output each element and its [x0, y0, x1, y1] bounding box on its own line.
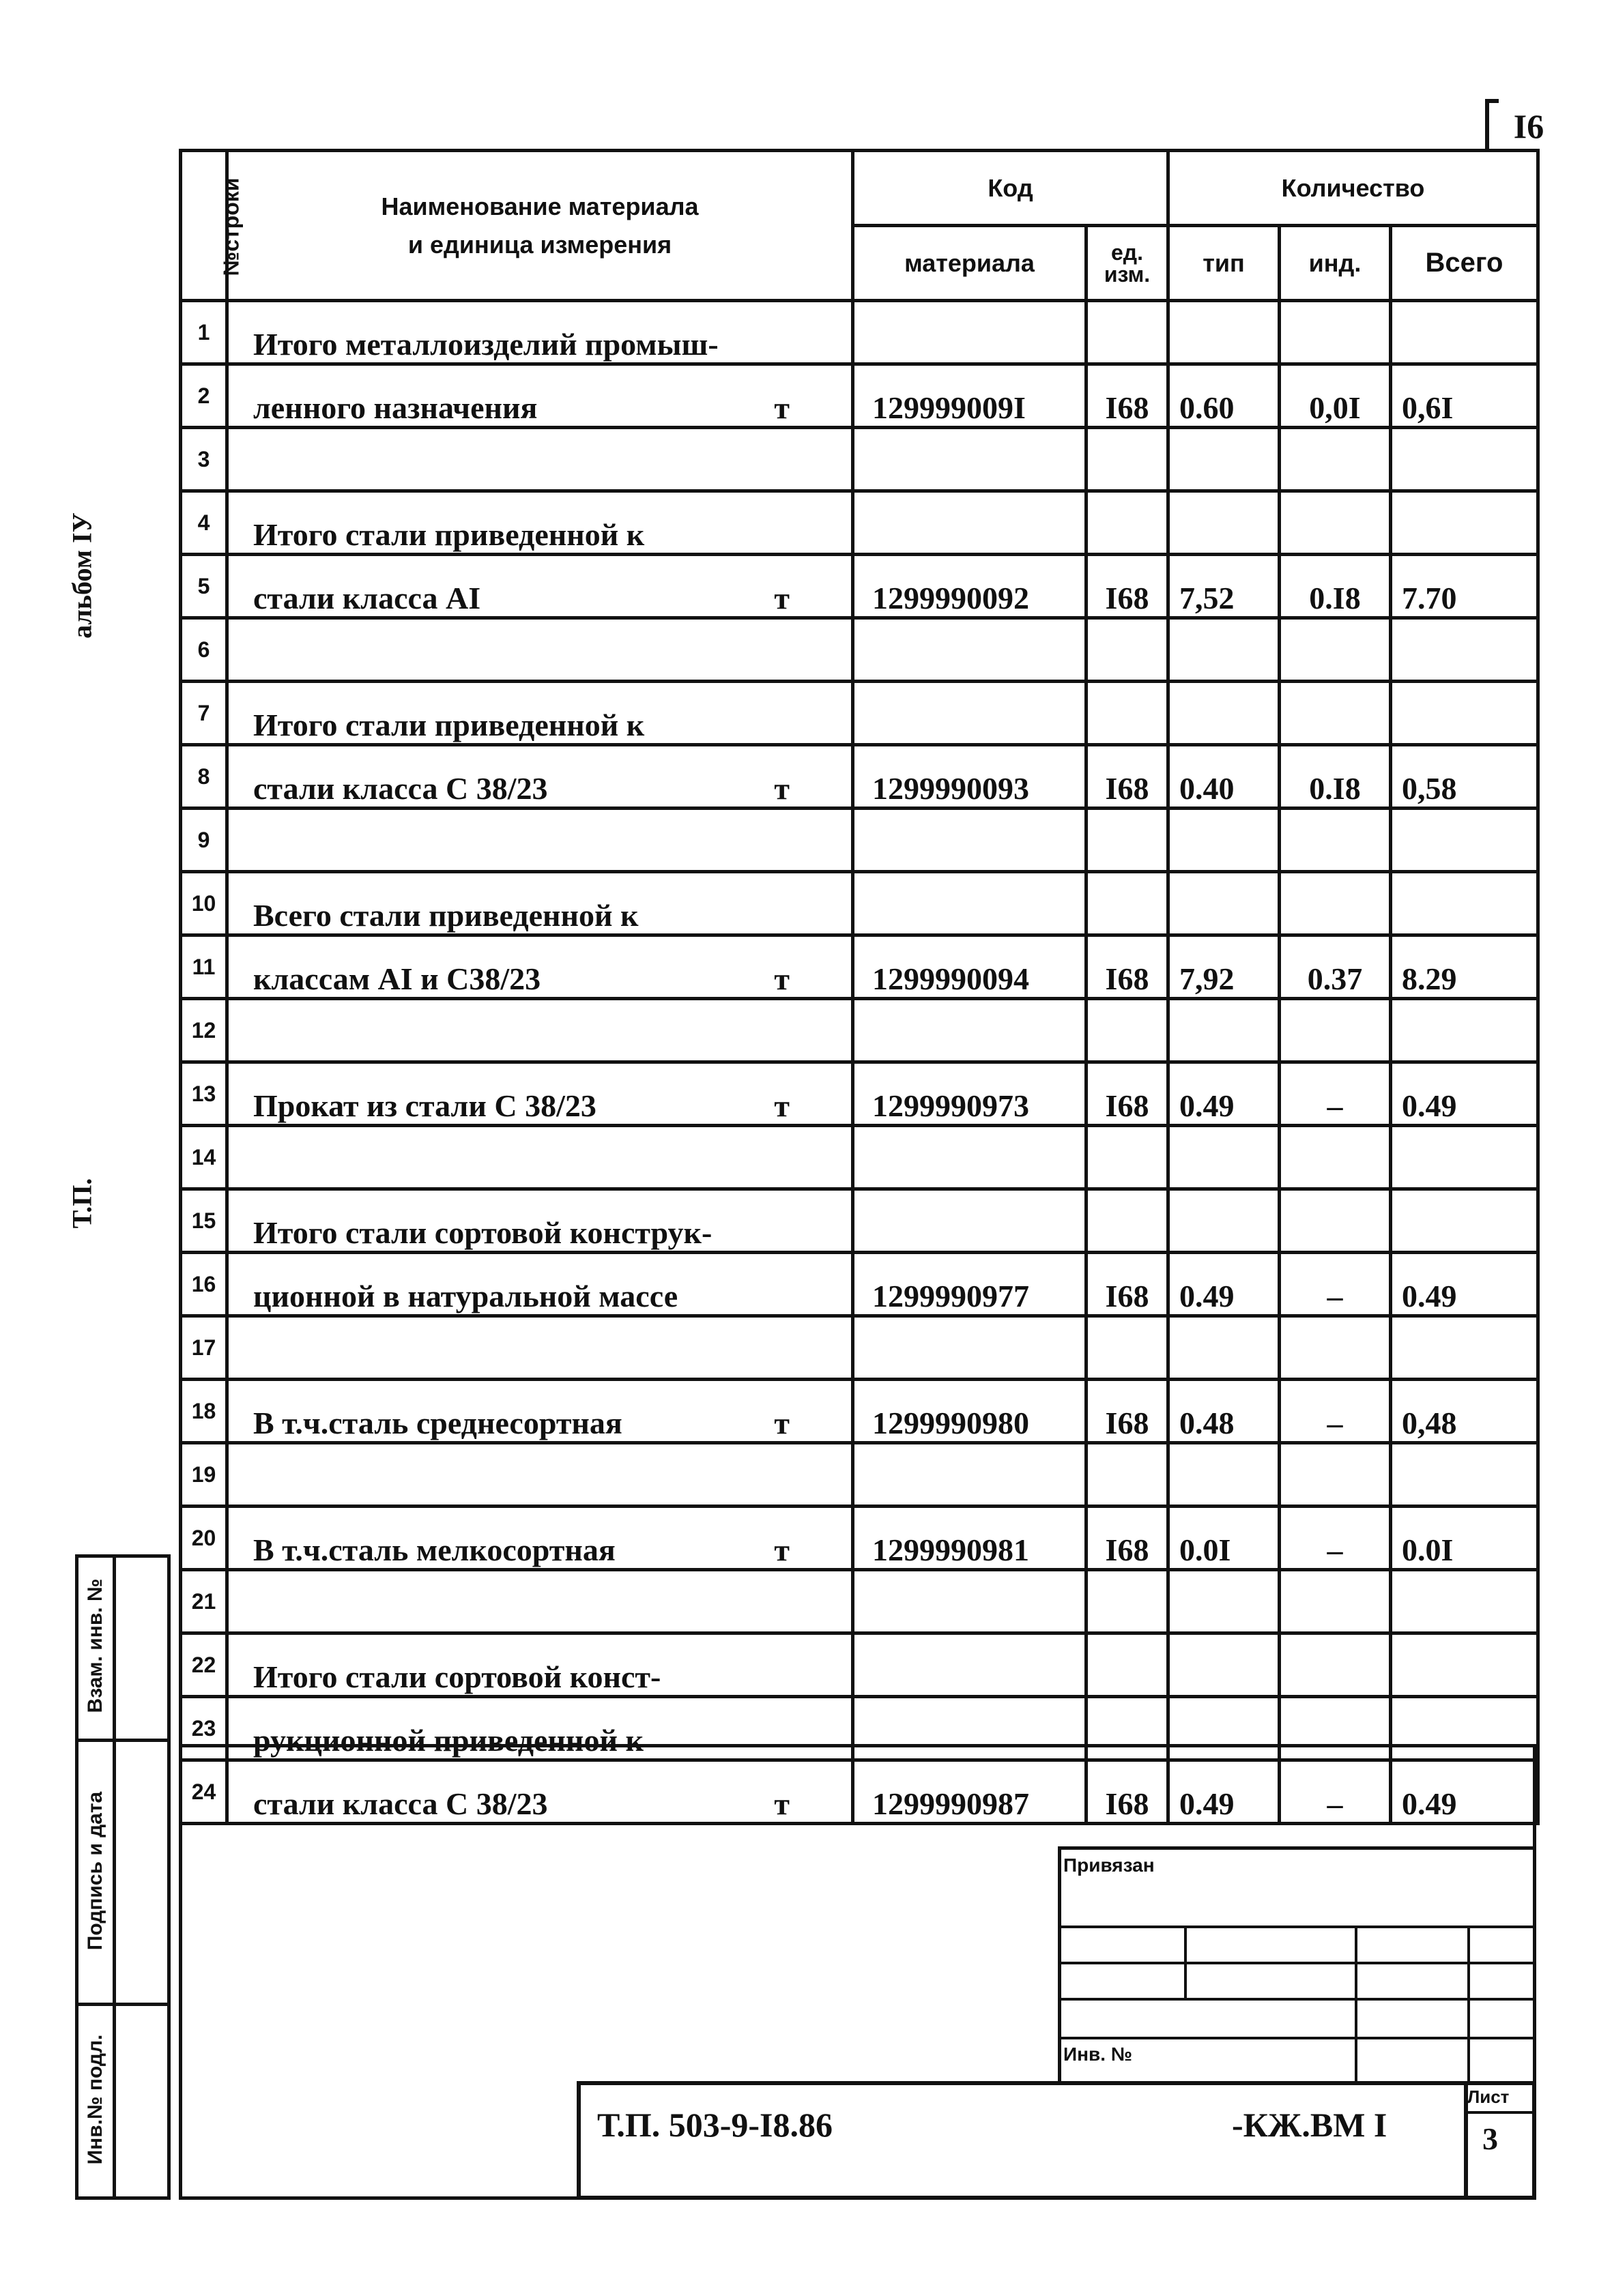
row-quantity-total	[1391, 491, 1538, 555]
row-material-code: 1299990987	[853, 1760, 1086, 1824]
table-row	[181, 1316, 1538, 1380]
header-material-name: Наименование материала и единица измерения	[227, 151, 853, 301]
row-quantity-total	[1391, 301, 1538, 364]
table-row	[181, 491, 1538, 555]
row-number: 5	[181, 555, 227, 618]
row-quantity-individual: –	[1280, 1380, 1391, 1443]
row-quantity-type	[1168, 1633, 1280, 1697]
row-unit-code	[1086, 1126, 1168, 1189]
row-number: 8	[181, 745, 227, 809]
row-quantity-total	[1391, 428, 1538, 491]
row-material-name	[227, 745, 853, 809]
materials-table	[179, 149, 1540, 1825]
row-quantity-type	[1168, 618, 1280, 682]
row-unit-code: I68	[1086, 1760, 1168, 1824]
row-quantity-total	[1391, 1189, 1538, 1253]
row-number: 21	[181, 1570, 227, 1633]
row-material-code: 1299990981	[853, 1507, 1086, 1570]
row-quantity-total: 0.49	[1391, 1253, 1538, 1316]
table-row	[181, 809, 1538, 872]
row-material-name-text: Итого стали приведенной к	[253, 708, 645, 742]
table-row	[181, 1443, 1538, 1507]
row-unit-code	[1086, 1570, 1168, 1633]
row-material-name-text: рукционной приведенной к	[253, 1723, 644, 1758]
table-row	[181, 1380, 1538, 1443]
row-unit-text: т	[774, 1088, 790, 1123]
row-material-code	[853, 1189, 1086, 1253]
row-quantity-total	[1391, 872, 1538, 935]
row-quantity-individual	[1280, 428, 1391, 491]
table-row	[181, 1633, 1538, 1697]
table-row	[181, 682, 1538, 745]
row-quantity-individual	[1280, 1189, 1391, 1253]
left-strip-divider	[113, 1554, 116, 2200]
row-quantity-total	[1391, 1570, 1538, 1633]
row-quantity-individual	[1280, 872, 1391, 935]
row-quantity-individual: –	[1280, 1253, 1391, 1316]
row-material-name	[227, 1570, 853, 1633]
table-row	[181, 1253, 1538, 1316]
row-quantity-individual	[1280, 999, 1391, 1062]
materials-table-body	[181, 301, 1538, 1824]
row-quantity-individual: 0.I8	[1280, 555, 1391, 618]
header-quantity-individual: инд.	[1280, 226, 1391, 301]
privyazan-row-line-4	[1058, 2037, 1536, 2039]
row-unit-code: I68	[1086, 364, 1168, 428]
row-quantity-type: 7,92	[1168, 935, 1280, 999]
row-material-code	[853, 1570, 1086, 1633]
header-code: Код	[853, 151, 1168, 226]
left-strip-vzam-label: Взам. инв. №	[84, 1578, 106, 1713]
row-unit-code: I68	[1086, 935, 1168, 999]
row-material-name-text: Прокат из стали С 38/23	[253, 1088, 596, 1123]
row-number: 3	[181, 428, 227, 491]
table-row	[181, 999, 1538, 1062]
row-unit-text: т	[774, 771, 790, 806]
row-material-code: 129999009I	[853, 364, 1086, 428]
table-row	[181, 1570, 1538, 1633]
row-quantity-total	[1391, 1633, 1538, 1697]
row-material-name	[227, 301, 853, 364]
left-strip-podpis-label: Подпись и дата	[84, 1791, 106, 1951]
document-code-suffix: -КЖ.ВМ I	[1232, 2106, 1387, 2144]
row-quantity-individual: 0,0I	[1280, 364, 1391, 428]
row-unit-code	[1086, 428, 1168, 491]
row-quantity-total: 0,58	[1391, 745, 1538, 809]
row-material-name-text: стали класса С 38/23	[253, 1786, 548, 1821]
row-quantity-type	[1168, 809, 1280, 872]
row-quantity-total: 0,6I	[1391, 364, 1538, 428]
row-material-name	[227, 809, 853, 872]
row-quantity-individual	[1280, 301, 1391, 364]
table-row	[181, 618, 1538, 682]
sheet-number: 3	[1482, 2121, 1498, 2156]
row-quantity-type	[1168, 1126, 1280, 1189]
row-material-name-text: Итого стали приведенной к	[253, 517, 645, 552]
row-unit-code	[1086, 491, 1168, 555]
row-quantity-total	[1391, 1443, 1538, 1507]
row-quantity-individual: 0.37	[1280, 935, 1391, 999]
row-material-name	[227, 491, 853, 555]
row-material-name-text: В т.ч.сталь среднесортная	[253, 1406, 622, 1440]
row-material-name-text: ленного назначения	[253, 390, 538, 425]
row-material-name	[227, 1189, 853, 1253]
row-unit-code	[1086, 301, 1168, 364]
row-number: 18	[181, 1380, 227, 1443]
row-material-code	[853, 301, 1086, 364]
table-row	[181, 1126, 1538, 1189]
header-code-unit: ед. изм.	[1086, 226, 1168, 301]
row-material-name	[227, 1316, 853, 1380]
page-number: I6	[1513, 107, 1544, 145]
row-quantity-type	[1168, 682, 1280, 745]
row-unit-code: I68	[1086, 1380, 1168, 1443]
row-material-name	[227, 555, 853, 618]
row-material-code: 1299990980	[853, 1380, 1086, 1443]
row-material-name-text: В т.ч.сталь мелкосортная	[253, 1532, 616, 1567]
row-quantity-individual	[1280, 809, 1391, 872]
row-quantity-individual: 0.I8	[1280, 745, 1391, 809]
row-unit-code	[1086, 618, 1168, 682]
row-material-name-text: Итого стали сортовой конст-	[253, 1659, 661, 1694]
row-material-name	[227, 1126, 853, 1189]
row-quantity-type	[1168, 1570, 1280, 1633]
row-quantity-type: 0.60	[1168, 364, 1280, 428]
row-quantity-total	[1391, 682, 1538, 745]
row-quantity-type: 0.49	[1168, 1760, 1280, 1824]
row-unit-code: I68	[1086, 555, 1168, 618]
row-number: 24	[181, 1760, 227, 1824]
row-number: 6	[181, 618, 227, 682]
row-unit-code: I68	[1086, 745, 1168, 809]
row-material-code	[853, 1316, 1086, 1380]
row-number: 9	[181, 809, 227, 872]
row-material-name	[227, 364, 853, 428]
side-label-album: альбом IУ	[66, 512, 98, 639]
row-material-code: 1299990092	[853, 555, 1086, 618]
row-material-code	[853, 428, 1086, 491]
table-row	[181, 301, 1538, 364]
row-number: 11	[181, 935, 227, 999]
row-unit-code: I68	[1086, 1253, 1168, 1316]
row-quantity-type	[1168, 1189, 1280, 1253]
row-material-name-text: Итого стали сортовой конструк-	[253, 1215, 713, 1250]
row-number: 14	[181, 1126, 227, 1189]
row-quantity-total: 0.0I	[1391, 1507, 1538, 1570]
row-number: 7	[181, 682, 227, 745]
row-quantity-total	[1391, 1126, 1538, 1189]
header-quantity-total: Всего	[1391, 226, 1538, 301]
row-number: 17	[181, 1316, 227, 1380]
row-material-code	[853, 1633, 1086, 1697]
row-quantity-total: 0.49	[1391, 1062, 1538, 1126]
row-material-name	[227, 1253, 853, 1316]
table-row	[181, 1189, 1538, 1253]
table-row	[181, 872, 1538, 935]
row-quantity-type	[1168, 301, 1280, 364]
row-unit-code: I68	[1086, 1507, 1168, 1570]
row-material-name	[227, 1633, 853, 1697]
row-number: 10	[181, 872, 227, 935]
row-quantity-total: 0.49	[1391, 1760, 1538, 1824]
row-quantity-total: 7.70	[1391, 555, 1538, 618]
row-quantity-type	[1168, 872, 1280, 935]
row-quantity-type: 0.49	[1168, 1062, 1280, 1126]
row-quantity-type	[1168, 1316, 1280, 1380]
row-number: 13	[181, 1062, 227, 1126]
row-quantity-type: 0.40	[1168, 745, 1280, 809]
row-quantity-type: 0.48	[1168, 1380, 1280, 1443]
row-material-code: 1299990973	[853, 1062, 1086, 1126]
row-material-code	[853, 872, 1086, 935]
header-quantity: Количество	[1168, 151, 1538, 226]
table-row	[181, 745, 1538, 809]
left-strip-inv-podl-label: Инв.№ подл.	[84, 2034, 106, 2165]
row-material-name-text: Итого металлоизделий промыш-	[253, 327, 719, 362]
header-code-material: материала	[853, 226, 1086, 301]
privyazan-row-line-3	[1058, 1998, 1536, 2001]
row-material-code	[853, 491, 1086, 555]
row-unit-code	[1086, 999, 1168, 1062]
row-number: 2	[181, 364, 227, 428]
row-unit-code	[1086, 682, 1168, 745]
row-material-code	[853, 1126, 1086, 1189]
title-block-sheet-line	[1464, 2111, 1536, 2114]
row-material-code	[853, 809, 1086, 872]
row-quantity-type	[1168, 1443, 1280, 1507]
row-material-name	[227, 1380, 853, 1443]
row-quantity-individual	[1280, 1316, 1391, 1380]
row-number: 12	[181, 999, 227, 1062]
row-number: 22	[181, 1633, 227, 1697]
row-quantity-individual: –	[1280, 1062, 1391, 1126]
privyazan-row-line-2	[1058, 1962, 1536, 1964]
row-quantity-individual	[1280, 1570, 1391, 1633]
privyazan-row-line-1	[1058, 1926, 1536, 1928]
row-material-code: 1299990093	[853, 745, 1086, 809]
row-quantity-individual: –	[1280, 1760, 1391, 1824]
row-material-name	[227, 428, 853, 491]
row-quantity-individual: –	[1280, 1507, 1391, 1570]
row-unit-code	[1086, 809, 1168, 872]
header-row-number: №строки	[181, 151, 227, 301]
side-label-tp: Т.П.	[66, 1178, 98, 1229]
row-material-name	[227, 1443, 853, 1507]
row-material-name	[227, 682, 853, 745]
row-unit-code	[1086, 1633, 1168, 1697]
row-material-name-text: стали класса АI	[253, 581, 481, 615]
row-material-code	[853, 682, 1086, 745]
row-unit-text: т	[774, 1406, 790, 1440]
row-quantity-individual	[1280, 618, 1391, 682]
inventory-number-label: Инв. №	[1063, 2044, 1133, 2065]
row-material-name	[227, 999, 853, 1062]
row-material-code	[853, 1443, 1086, 1507]
row-material-code	[853, 999, 1086, 1062]
row-material-name	[227, 935, 853, 999]
row-unit-code: I68	[1086, 1062, 1168, 1126]
row-quantity-individual	[1280, 1126, 1391, 1189]
row-material-code: 1299990094	[853, 935, 1086, 999]
row-quantity-type: 0.49	[1168, 1253, 1280, 1316]
row-quantity-total	[1391, 809, 1538, 872]
row-quantity-type: 7,52	[1168, 555, 1280, 618]
row-number: 4	[181, 491, 227, 555]
row-unit-code	[1086, 1316, 1168, 1380]
row-number: 20	[181, 1507, 227, 1570]
row-quantity-total	[1391, 1316, 1538, 1380]
header-quantity-type: тип	[1168, 226, 1280, 301]
table-row	[181, 555, 1538, 618]
row-quantity-individual	[1280, 491, 1391, 555]
privyazan-top-line	[1058, 1846, 1536, 1850]
row-material-name	[227, 618, 853, 682]
row-material-name-text: стали класса С 38/23	[253, 771, 548, 806]
row-unit-text: т	[774, 1786, 790, 1821]
row-material-name	[227, 1062, 853, 1126]
table-row	[181, 935, 1538, 999]
privyazan-col-line-1	[1184, 1926, 1187, 2001]
sheet-label: Лист	[1467, 2087, 1510, 2107]
row-unit-text: т	[774, 1532, 790, 1567]
document-code: Т.П. 503-9-I8.86	[597, 2106, 833, 2144]
privyazan-col-line-2	[1355, 1926, 1357, 2081]
row-unit-code	[1086, 1443, 1168, 1507]
row-quantity-type: 0.0I	[1168, 1507, 1280, 1570]
row-quantity-individual	[1280, 1443, 1391, 1507]
row-material-name-text: классам АI и С38/23	[253, 961, 541, 996]
row-material-name	[227, 872, 853, 935]
row-material-code: 1299990977	[853, 1253, 1086, 1316]
row-number: 23	[181, 1697, 227, 1760]
privyazan-col-line-3	[1467, 1926, 1470, 2081]
row-material-name	[227, 1507, 853, 1570]
table-row	[181, 1062, 1538, 1126]
row-unit-text: т	[774, 581, 790, 615]
table-row	[181, 1507, 1538, 1570]
row-number: 19	[181, 1443, 227, 1507]
privyazan-label: Привязан	[1063, 1855, 1155, 1876]
row-quantity-type	[1168, 999, 1280, 1062]
table-row	[181, 428, 1538, 491]
row-quantity-individual	[1280, 682, 1391, 745]
row-unit-text: т	[774, 961, 790, 996]
row-material-name-text: Всего стали приведенной к	[253, 898, 639, 933]
row-number: 15	[181, 1189, 227, 1253]
table-row	[181, 364, 1538, 428]
row-material-code	[853, 618, 1086, 682]
row-number: 1	[181, 301, 227, 364]
row-quantity-type	[1168, 428, 1280, 491]
row-quantity-total: 8.29	[1391, 935, 1538, 999]
row-quantity-type	[1168, 491, 1280, 555]
row-quantity-total: 0,48	[1391, 1380, 1538, 1443]
row-unit-code	[1086, 872, 1168, 935]
row-number: 16	[181, 1253, 227, 1316]
row-material-name-text: ционной в натуральной массе	[253, 1279, 678, 1313]
row-unit-code	[1086, 1189, 1168, 1253]
row-quantity-individual	[1280, 1633, 1391, 1697]
row-quantity-total	[1391, 999, 1538, 1062]
page-number-bracket	[1485, 99, 1489, 150]
row-unit-text: т	[774, 390, 790, 425]
row-quantity-total	[1391, 618, 1538, 682]
